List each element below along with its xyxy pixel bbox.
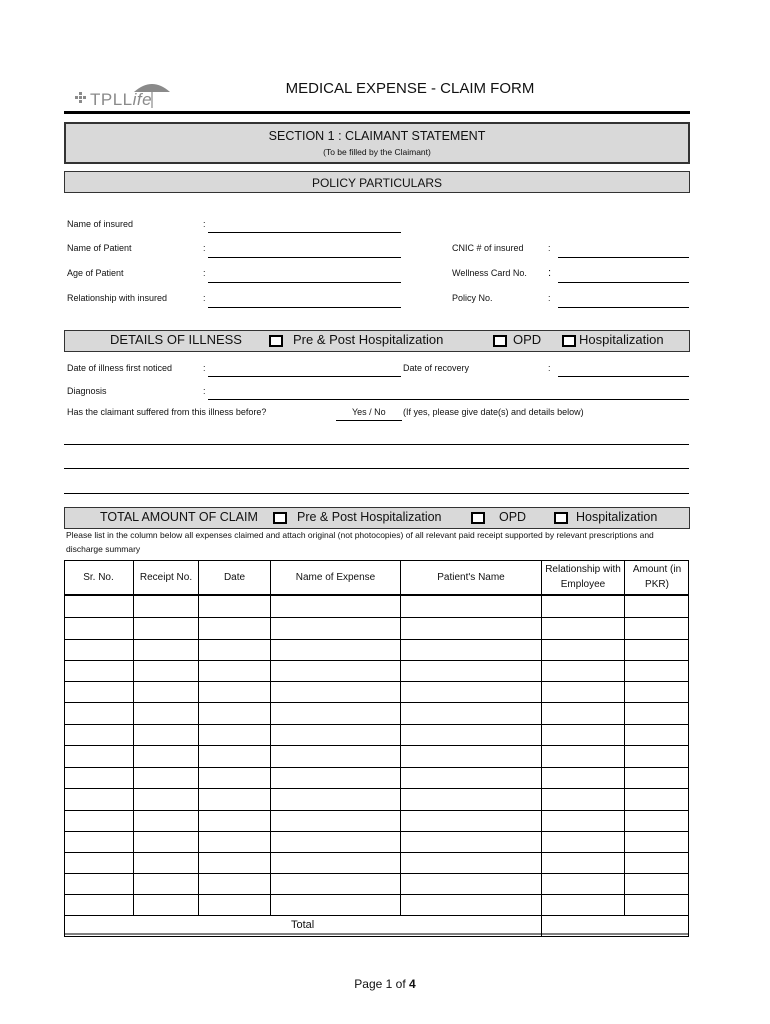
col-patient-name: Patient's Name [437, 571, 505, 583]
wellness-card-field[interactable] [558, 282, 689, 283]
date-noticed-field[interactable] [208, 376, 401, 377]
section1-title: SECTION 1 : CLAIMANT STATEMENT [268, 129, 486, 143]
details-line[interactable] [64, 468, 689, 469]
name-of-patient-label: Name of Patient [67, 243, 132, 253]
page-number: Page 1 of 4 [354, 977, 416, 991]
wellness-card-label: Wellness Card No. [452, 268, 527, 278]
total-label: Total [291, 919, 315, 931]
diagnosis-label: Diagnosis [67, 386, 107, 396]
date-recovery-field[interactable] [558, 376, 689, 377]
claim-pre-post-label: Pre & Post Hospitalization [297, 510, 442, 524]
hospitalization-label: Hospitalization [579, 332, 664, 347]
col-amount: Amount (in PKR) [632, 564, 682, 590]
yes-no-field[interactable] [336, 420, 402, 421]
name-of-insured-field[interactable] [208, 232, 401, 233]
col-name-of-expense: Name of Expense [295, 571, 376, 583]
claim-pre-post-checkbox[interactable] [273, 512, 287, 524]
expense-table-grid [64, 560, 689, 937]
age-of-patient-field[interactable] [208, 282, 401, 283]
details-line[interactable] [64, 444, 689, 445]
relationship-field[interactable] [208, 307, 401, 308]
suffered-before-label: Has the claimant suffered from this illness before? [67, 407, 267, 417]
claim-instructions: Please list in the column below all expenses claimed and attach original (not photocopies) of all relevant paid receipt supported by relevant prescriptions and discharge summary [66, 530, 654, 554]
policy-no-label: Policy No. [452, 293, 493, 303]
title-rule [64, 111, 690, 114]
policy-particulars-title: POLICY PARTICULARS [311, 176, 443, 190]
total-amount-header [64, 507, 690, 529]
if-yes-note: (If yes, please give date(s) and details below) [403, 407, 584, 417]
details-of-illness-title: DETAILS OF ILLNESS [110, 332, 242, 347]
expense-table [64, 560, 689, 937]
diagnosis-field[interactable] [208, 399, 689, 400]
policy-no-field[interactable] [558, 307, 689, 308]
opd-label: OPD [513, 332, 542, 347]
claim-opd-label: OPD [499, 510, 527, 524]
claim-opd-checkbox[interactable] [471, 512, 485, 524]
yes-no-option[interactable]: Yes / No [352, 407, 386, 417]
name-of-insured-label: Name of insured [67, 219, 134, 229]
form-title: MEDICAL EXPENSE - CLAIM FORM [285, 80, 535, 97]
date-noticed-label: Date of illness first noticed [67, 363, 173, 373]
details-line[interactable] [64, 493, 689, 494]
claim-hospitalization-label: Hospitalization [576, 510, 658, 524]
tpl-life-logo [72, 78, 182, 112]
total-amount-title: TOTAL AMOUNT OF CLAIM [100, 510, 258, 524]
details-of-illness-header [64, 330, 690, 352]
opd-checkbox[interactable] [493, 335, 507, 347]
section1-header [64, 122, 690, 164]
col-date: Date [223, 571, 246, 583]
name-of-patient-field[interactable] [208, 257, 401, 258]
logo-text: TPLLife [90, 90, 153, 109]
age-of-patient-label: Age of Patient [67, 268, 124, 278]
total-amount-cell[interactable] [542, 916, 688, 934]
cnic-field[interactable] [558, 257, 689, 258]
relationship-label: Relationship with insured [67, 293, 168, 303]
pre-post-hospitalization-label: Pre & Post Hospitalization [293, 332, 444, 347]
col-receipt-no: Receipt No. [139, 571, 193, 583]
section1-subtitle: (To be filled by the Claimant) [323, 147, 431, 157]
hospitalization-checkbox[interactable] [562, 335, 576, 347]
policy-particulars-header [64, 171, 690, 193]
date-recovery-label: Date of recovery [403, 363, 470, 373]
col-relationship: Relationship with Employee [545, 564, 621, 590]
pre-post-hospitalization-checkbox[interactable] [269, 335, 283, 347]
cnic-label: CNIC # of insured [452, 243, 524, 253]
col-sr-no: Sr. No. [83, 571, 114, 583]
claim-hospitalization-checkbox[interactable] [554, 512, 568, 524]
